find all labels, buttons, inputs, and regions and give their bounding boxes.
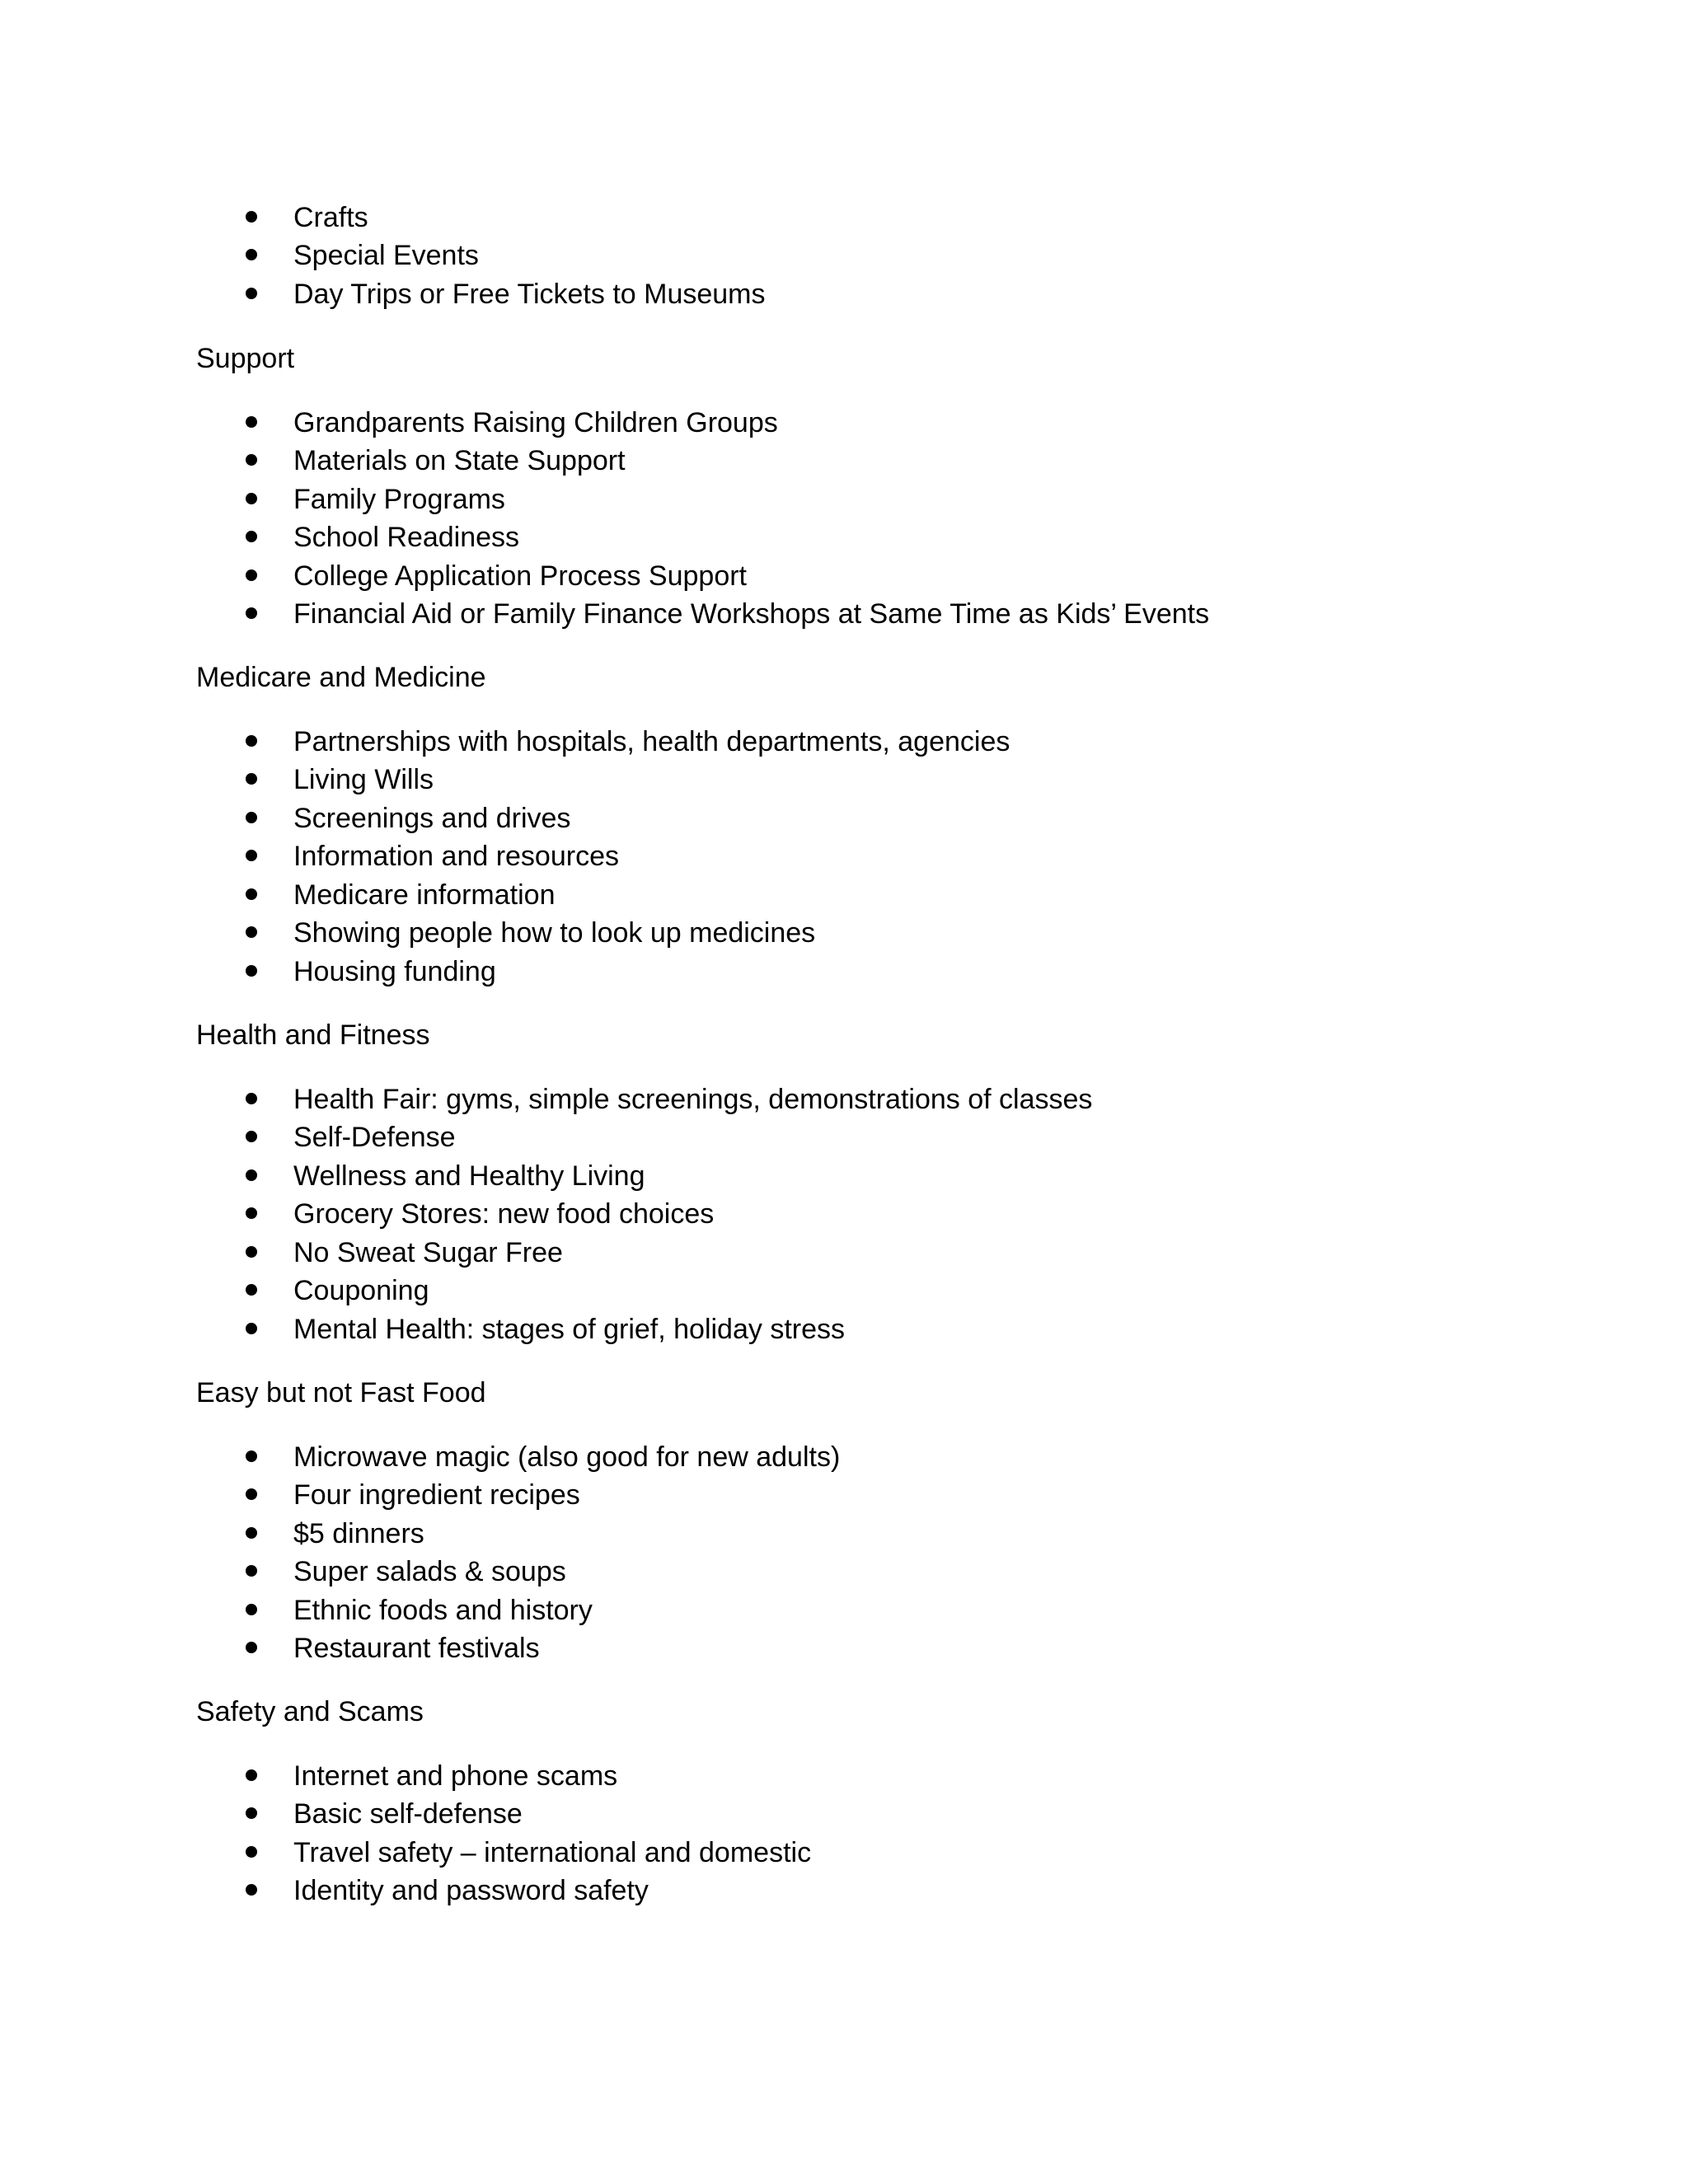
list-item	[0, 1630, 1688, 1668]
list-item-text: Information and resources	[293, 841, 619, 872]
list-item-text: Showing people how to look up medicines	[293, 917, 816, 949]
bullet-icon	[246, 773, 257, 785]
bullet-icon	[246, 735, 257, 747]
list-item	[0, 877, 1688, 915]
bullet-icon	[246, 249, 257, 260]
list-item	[0, 954, 1688, 991]
list-item-text: Internet and phone scams	[293, 1760, 618, 1792]
list-item-text: Health Fair: gyms, simple screenings, demonstrations of classes	[293, 1084, 1093, 1115]
list-item-text: Travel safety – international and domestic	[293, 1837, 812, 1868]
list-item-text: Day Trips or Free Tickets to Museums	[293, 279, 766, 310]
bullet-icon	[246, 1642, 257, 1653]
list-item-text: Basic self-defense	[293, 1798, 523, 1830]
list-item-text: Wellness and Healthy Living	[293, 1160, 645, 1192]
list-item	[0, 276, 1688, 314]
list-item	[0, 1272, 1688, 1310]
bullet-icon	[246, 850, 257, 861]
bullet-icon	[246, 1565, 257, 1577]
list-item-text: Ethnic foods and history	[293, 1595, 593, 1626]
list-item-text: Identity and password safety	[293, 1875, 649, 1906]
section-heading: Safety and Scams	[196, 1696, 424, 1727]
section-heading: Support	[196, 343, 295, 374]
list-item	[0, 1516, 1688, 1554]
list-item-text: Special Events	[293, 240, 479, 271]
list-item-text: Medicare information	[293, 879, 556, 911]
list-item-text: No Sweat Sugar Free	[293, 1237, 563, 1268]
list-item	[0, 1872, 1688, 1910]
section-heading: Easy but not Fast Food	[196, 1377, 486, 1408]
list-item	[0, 762, 1688, 799]
bullet-icon	[246, 1169, 257, 1181]
bullet-icon	[246, 1769, 257, 1781]
bullet-icon	[246, 493, 257, 504]
list-item	[0, 1119, 1688, 1157]
list-item	[0, 1158, 1688, 1196]
list-item	[0, 1081, 1688, 1119]
list-item	[0, 1835, 1688, 1872]
list-item-text: Housing funding	[293, 956, 496, 987]
list-item	[0, 1796, 1688, 1834]
bullet-icon	[246, 1527, 257, 1539]
list-item	[0, 1554, 1688, 1591]
list-item	[0, 596, 1688, 634]
list-item-text: Financial Aid or Family Finance Workshops at Same Time as Kids’ Events	[293, 598, 1210, 630]
bullet-icon	[246, 812, 257, 823]
list-item	[0, 1439, 1688, 1477]
bullet-icon	[246, 288, 257, 299]
list-item	[0, 1592, 1688, 1630]
list-item	[0, 724, 1688, 762]
bullet-icon	[246, 926, 257, 938]
list-item	[0, 1311, 1688, 1349]
list-item-text: $5 dinners	[293, 1518, 424, 1549]
bullet-icon	[246, 1488, 257, 1500]
bullet-icon	[246, 569, 257, 581]
list-item-text: Four ingredient recipes	[293, 1479, 580, 1511]
bullet-icon	[246, 607, 257, 619]
list-item-text: Family Programs	[293, 484, 505, 515]
list-item	[0, 558, 1688, 596]
bullet-icon	[246, 1093, 257, 1104]
list-item-text: Restaurant festivals	[293, 1633, 540, 1664]
bullet-icon	[246, 1323, 257, 1334]
list-item	[0, 443, 1688, 480]
section-heading: Health and Fitness	[196, 1019, 430, 1051]
bullet-icon	[246, 416, 257, 428]
bullet-icon	[246, 1846, 257, 1858]
list-item	[0, 1196, 1688, 1234]
list-item	[0, 237, 1688, 275]
list-item-text: Living Wills	[293, 764, 434, 795]
list-item	[0, 838, 1688, 876]
list-item-text: Couponing	[293, 1275, 429, 1306]
list-item	[0, 405, 1688, 443]
list-item	[0, 519, 1688, 557]
list-item	[0, 1235, 1688, 1272]
bullet-icon	[246, 1246, 257, 1258]
list-item-text: Grocery Stores: new food choices	[293, 1198, 715, 1230]
list-item-text: College Application Process Support	[293, 560, 747, 592]
list-item	[0, 1758, 1688, 1796]
bullet-icon	[246, 1131, 257, 1142]
list-item	[0, 800, 1688, 838]
list-item-text: Partnerships with hospitals, health departments, agencies	[293, 726, 1010, 757]
list-item-text: Materials on State Support	[293, 445, 626, 476]
section-heading: Medicare and Medicine	[196, 662, 486, 693]
bullet-icon	[246, 454, 257, 466]
list-item-text: School Readiness	[293, 522, 520, 553]
list-item-text: Crafts	[293, 202, 368, 233]
list-item-text: Grandparents Raising Children Groups	[293, 407, 778, 438]
bullet-icon	[246, 1284, 257, 1296]
list-item	[0, 915, 1688, 953]
list-item-text: Super salads & soups	[293, 1556, 566, 1587]
list-item-text: Microwave magic (also good for new adults)	[293, 1441, 841, 1473]
bullet-icon	[246, 211, 257, 223]
bullet-icon	[246, 1207, 257, 1219]
bullet-icon	[246, 1807, 257, 1819]
bullet-icon	[246, 1451, 257, 1462]
bullet-icon	[246, 1884, 257, 1896]
bullet-icon	[246, 888, 257, 900]
list-item	[0, 1477, 1688, 1515]
bullet-icon	[246, 1604, 257, 1615]
list-item	[0, 199, 1688, 237]
bullet-icon	[246, 531, 257, 542]
list-item-text: Mental Health: stages of grief, holiday stress	[293, 1314, 845, 1345]
list-item	[0, 481, 1688, 519]
bullet-icon	[246, 965, 257, 977]
list-item-text: Self-Defense	[293, 1122, 456, 1153]
list-item-text: Screenings and drives	[293, 803, 571, 834]
